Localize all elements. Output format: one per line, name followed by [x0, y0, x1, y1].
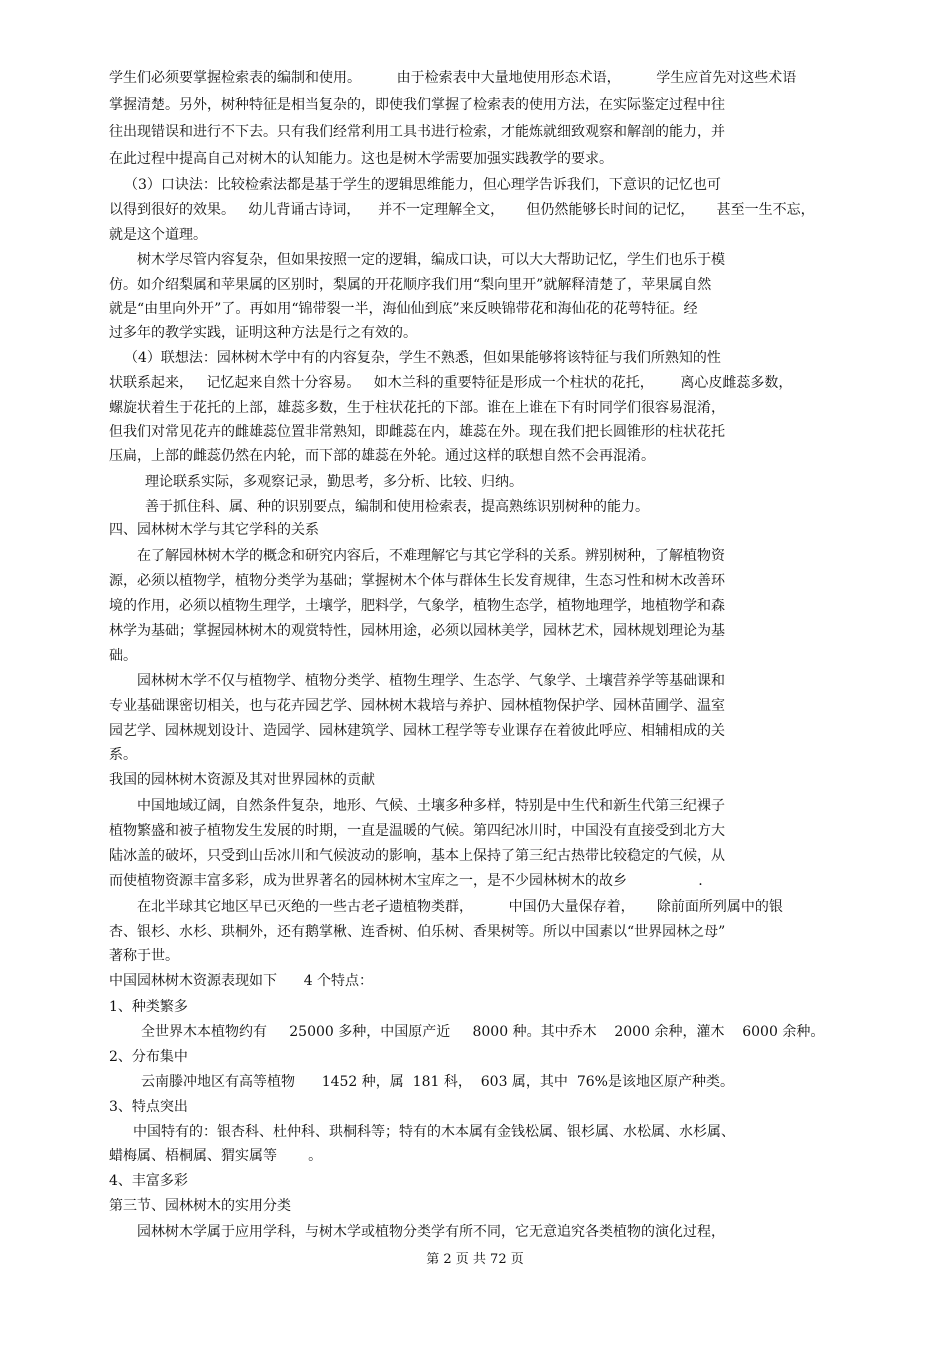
text-line: 园林树木学不仅与植物学、植物分类学、植物生理学、生态学、气象学、土壤营养学等基础课和 — [137, 673, 725, 689]
section-heading: 我国的园林树木资源及其对世界园林的贡献 — [109, 772, 375, 788]
text-line: 善于抓住科、属、种的识别要点，编制和使用检索表，提高熟练识别树种的能力。 — [145, 499, 649, 515]
text-line: 系。 — [109, 747, 137, 763]
text-line: 就是“由里向外开”了。再如用“锦带裂一半，海仙仙到底”来反映锦带花和海仙花的花萼特征。经 — [109, 301, 698, 317]
section-heading: 四、园林树木学与其它学科的关系 — [109, 522, 319, 538]
page-footer: 第 2 页 共 72 页 — [426, 1252, 524, 1267]
text-line: 就是这个道理。 — [109, 227, 207, 243]
text-line: 专业基础课密切相关，也与花卉园艺学、园林树木栽培与养护、园林植物保护学、园林苗圃学、温室 — [109, 698, 725, 714]
text-line: 陆冰盖的破坏，只受到山岳冰川和气候波动的影响，基本上保持了第三纪古热带比较稳定的气候，从 — [109, 848, 725, 864]
text-line: 螺旋状着生于花托的上部，雄蕊多数，生于柱状花托的下部。谁在上谁在下有时同学们很容易混淆， — [109, 400, 725, 416]
text-line: 著称于世。 — [109, 948, 179, 964]
text-line: 在此过程中提高自己对树木的认知能力。这也是树木学需要加强实践教学的要求。 — [109, 151, 613, 167]
text-line: 云南滕冲地区有高等植物 1452 种，属 181 科， 603 属，其中 76%是该地区原产种类。 — [141, 1074, 734, 1090]
text-line: 蜡梅属、梧桐属、猬实属等 。 — [109, 1148, 323, 1164]
text-line: 以得到很好的效果。 幼儿背诵古诗词， 并不一定理解全文， 但仍然能够长时间的记忆， 甚至一生不忘， — [109, 202, 815, 218]
list-heading: 3、特点突出 — [109, 1099, 188, 1115]
text-line: 树木学尽管内容复杂，但如果按照一定的逻辑，编成口诀，可以大大帮助记忆，学生们也乐于模 — [137, 252, 725, 268]
text-line: 但我们对常见花卉的雌雄蕊位置非常熟知，即雌蕊在内，雄蕊在外。现在我们把长圆锥形的柱状花托 — [109, 424, 725, 440]
list-heading: 4、丰富多彩 — [109, 1173, 188, 1189]
text-line: 中国园林树木资源表现如下 4 个特点： — [109, 973, 374, 989]
text-line: 而使植物资源丰富多彩，成为世界著名的园林树木宝库之一，是不少园林树木的故乡 . — [109, 873, 703, 889]
text-line: 杏、银杉、水杉、珙桐外，还有鹅掌楸、连香树、伯乐树、香果树等。所以中国素以“世界园林之母” — [109, 924, 726, 940]
text-line: 植物繁盛和被子植物发生发展的时期，一直是温暖的气候。第四纪冰川时，中国没有直接受到北方大 — [109, 823, 725, 839]
text-line: 压扁，上部的雌蕊仍然在内轮，而下部的雄蕊在外轮。通过这样的联想自然不会再混淆。 — [109, 448, 655, 464]
text-line: 园艺学、园林规划设计、造园学、园林建筑学、园林工程学等专业课存在着彼此呼应、相辅相成的关 — [109, 723, 725, 739]
text-line: 础。 — [109, 648, 137, 664]
text-line: 往出现错误和进行不下去。只有我们经常利用工具书进行检索，才能炼就细致观察和解剖的能力，并 — [109, 124, 725, 140]
text-line: 园林树木学属于应用学科，与树木学或植物分类学有所不同，它无意追究各类植物的演化过程， — [137, 1224, 725, 1240]
list-heading: 2、分布集中 — [109, 1049, 188, 1065]
text-line: 过多年的教学实践，证明这种方法是行之有效的。 — [109, 325, 417, 341]
text-line: （3）口诀法：比较检索法都是基于学生的逻辑思维能力，但心理学告诉我们，下意识的记忆也可 — [124, 177, 721, 193]
text-line: 在北半球其它地区早已灭绝的一些古老孑遗植物类群， 中国仍大量保存着， 除前面所列属中的银 — [137, 899, 783, 915]
text-line: 源，必须以植物学，植物分类学为基础；掌握树木个体与群体生长发育规律，生态习性和树木改善环 — [109, 573, 725, 589]
text-line: 林学为基础；掌握园林树木的观赏特性，园林用途，必须以园林美学，园林艺术，园林规划理论为基 — [109, 623, 725, 639]
text-line: 理论联系实际，多观察记录，勤思考，多分析、比较、归纳。 — [145, 474, 523, 490]
text-line: 中国特有的：银杏科、杜仲科、珙桐科等；特有的木本属有金钱松属、银杉属、水松属、水杉属、 — [133, 1124, 735, 1140]
text-line: 境的作用，必须以植物生理学，土壤学，肥料学，气象学，植物生态学，植物地理学，地植物学和森 — [109, 598, 725, 614]
text-line: 仿。如介绍梨属和苹果属的区别时，梨属的开花顺序我们用“梨向里开”就解释清楚了，苹果属自然 — [109, 277, 712, 293]
section-heading: 第三节、园林树木的实用分类 — [109, 1198, 291, 1214]
text-line: 掌握清楚。另外，树种特征是相当复杂的，即使我们掌握了检索表的使用方法，在实际鉴定过程中往 — [109, 97, 725, 113]
text-line: （4）联想法：园林树木学中有的内容复杂，学生不熟悉，但如果能够将该特征与我们所熟知的性 — [124, 350, 721, 366]
text-line: 学生们必须要掌握检索表的编制和使用。 由于检索表中大量地使用形态术语， 学生应首先对这些术语 — [109, 70, 797, 86]
text-line: 中国地域辽阔，自然条件复杂，地形、气候、土壤多种多样，特别是中生代和新生代第三纪裸子 — [137, 798, 725, 814]
text-line: 状联系起来， 记忆起来自然十分容易。 如木兰科的重要特征是形成一个柱状的花托， 离心皮雌蕊多数， — [109, 375, 793, 391]
text-line: 在了解园林树木学的概念和研究内容后，不难理解它与其它学科的关系。辨别树种，了解植物资 — [137, 548, 725, 564]
list-heading: 1、种类繁多 — [109, 999, 188, 1015]
text-line: 全世界木本植物约有 25000 多种，中国原产近 8000 种。其中乔木 2000 余种，灌木 6000 余种。 — [141, 1024, 825, 1040]
